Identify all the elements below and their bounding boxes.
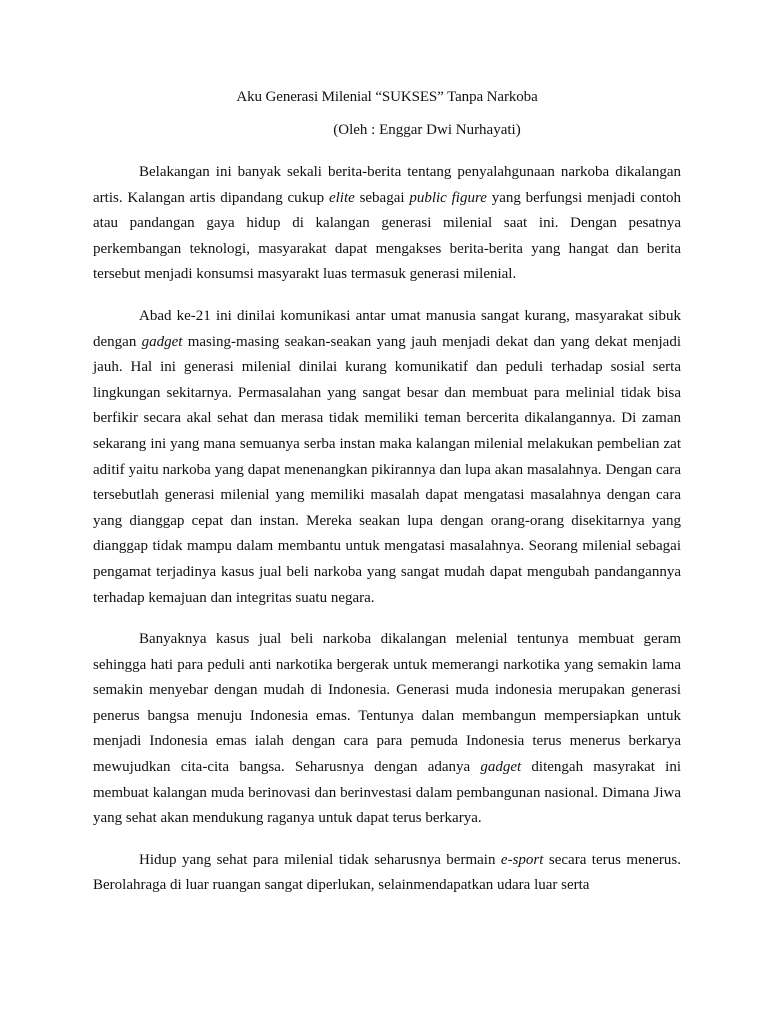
italic-term: gadget: [480, 759, 522, 776]
text-run: Abad ke-21 ini dinilai komunikasi antar umat manusia sangat kurang, masyarakat sibuk dengan: [93, 307, 681, 350]
text-run: Banyaknya kasus jual beli narkoba dikalangan melenial tentunya membuat geram sehingga hati para peduli anti narkotika bergerak untuk memerangi narkotika yang semakin lama semakin menyebar dengan mudah di Indonesia. Generasi muda indonesia merupakan generasi penerus bangsa menuju Indonesia emas. Tentunya dalan membangun mempersiapkan untuk menjadi Indonesia emas ialah dengan cara para pemuda Indonesia terus menerus berkarya mewujudkan cita-cita bangsa. Seharusnya dengan adanya: [93, 631, 681, 776]
italic-term: elite: [328, 189, 355, 206]
text-run: ditengah masyrakat ini membuat kalangan muda berinovasi dan berinvestasi dalam pembangunan nasional. Dimana Jiwa yang sehat akan mendukung raganya untuk dapat terus berkarya.: [93, 759, 681, 827]
document-title: Aku Generasi Milenial “SUKSES” Tanpa Narkoba: [236, 89, 538, 105]
text-run: sebagai: [354, 189, 410, 206]
italic-term: public figure: [409, 189, 487, 206]
paragraph-4: [93, 848, 681, 899]
text-run: yang berfungsi menjadi contoh atau pandangan gaya hidup di kalangan generasi milenial saat ini. Dengan pesatnya perkembangan teknologi, masyarakat dapat mengakses berita-berita yang hangat dan berita tersebut menjadi konsumsi masyarakt luas termasuk generasi milenial.: [93, 189, 682, 283]
text-run: Belakangan ini banyak sekali berita-berita tentang penyalahgunaan narkoba dikalangan artis. Kalangan artis dipandang cukup: [93, 164, 681, 206]
text-run: secara terus menerus. Berolahraga di luar ruangan sangat diperlukan, selainmendapatkan udara luar serta: [93, 851, 681, 894]
paragraph-3: [93, 627, 681, 832]
document-author: (Oleh : Enggar Dwi Nurhayati): [333, 122, 521, 138]
italic-term: gadget: [141, 333, 183, 350]
italic-term: e-sport: [500, 851, 544, 868]
paragraph-2: [93, 304, 681, 611]
text-run: masing-masing seakan-seakan yang jauh menjadi dekat dan yang dekat menjadi jauh. Hal ini generasi milenial dinilai kurang komunikatif dan peduli terhadap sosial serta lingkungan sekitarnya. Permasalahan yang sangat besar dan membuat para melinial tidak bisa berfikir secara akal sehat dan merasa tidak memiliki teman bercerita dikalangannya. Di zaman sekarang ini yang mana semuanya serba instan maka kalangan milenial melakukan pembelian zat aditif yaitu narkoba yang dapat menenangkan pikirannya dan lupa akan masalahnya. Dengan cara tersebutlah generasi milenial yang memiliki masalah dapat mengatasi masalahnya dengan cara yang dianggap cepat dan instan. Mereka seakan lupa dengan orang-orang disekitarnya yang dianggap tidak mampu dalam membantu untuk mengatasi masalahnya. Seorang milenial sebagai pengamat terjadinya kasus jual beli narkoba yang sangat mudah dapat mengubah pandangannya terhadap kemajuan dan integritas suatu negara.: [93, 333, 681, 606]
text-run: Hidup yang sehat para milenial tidak seharusnya bermain: [139, 851, 501, 868]
document-body: [93, 160, 681, 915]
paragraph-1: [93, 160, 681, 288]
